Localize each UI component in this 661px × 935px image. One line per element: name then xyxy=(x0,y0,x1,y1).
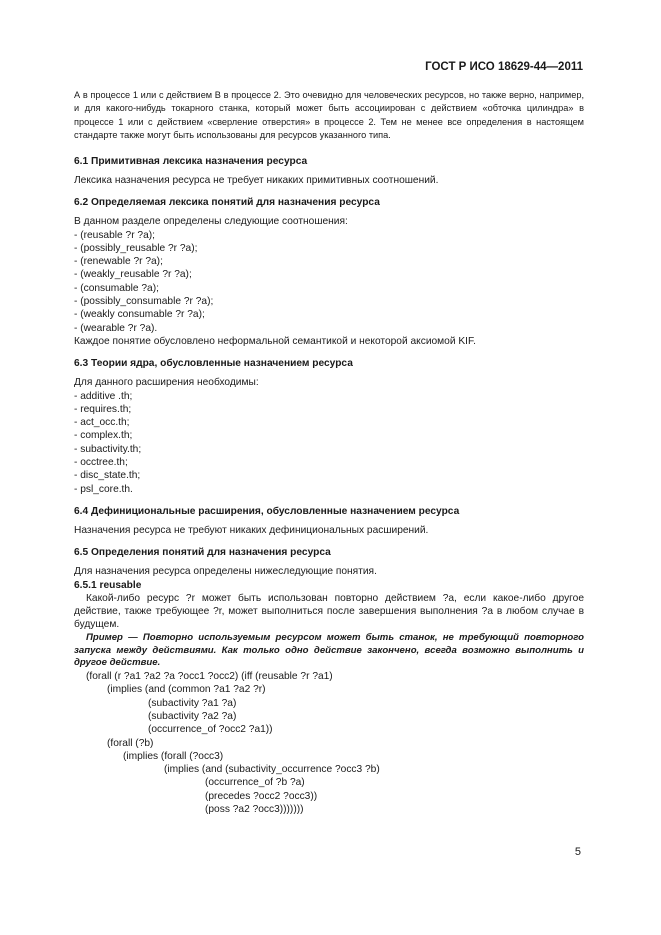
list-item: - requires.th; xyxy=(74,403,132,415)
list-item: - occtree.th; xyxy=(74,457,128,469)
definition-text: Какой-либо ресурс ?r может быть использован повторно действием ?a, если какое-либо другое действие, также требующее ?r, может выполниться после завершения выполнения ?a в любом случае в будущем. xyxy=(74,592,584,631)
section-title: 6.3 Теории ядра, обусловленные назначением ресурса xyxy=(74,358,353,370)
page-number: 5 xyxy=(574,846,581,858)
code-line: (occurrence_of ?b ?a) xyxy=(205,777,305,789)
code-line: (subactivity ?a1 ?a) xyxy=(148,697,237,709)
code-line: (forall (?b) xyxy=(107,737,154,749)
list-item: - additive .th; xyxy=(74,390,133,402)
section-text: Лексика назначения ресурса не требует никаких примитивных соотношений. xyxy=(74,175,439,186)
document-body xyxy=(74,155,584,825)
section-title: 6.4 Дефинициональные расширения, обусловленные назначением ресурса xyxy=(74,505,460,517)
list-item: - (possibly_reusable ?r ?a); xyxy=(74,242,198,254)
section-lead: В данном разделе определены следующие соотношения: xyxy=(74,216,348,228)
section-6-5 xyxy=(74,546,584,816)
code-line: (poss ?a2 ?occ3))))))) xyxy=(205,804,304,816)
example-note: Пример — Повторно используемым ресурсом может быть станок, не требующий повторного запуска между действиями. Как только одно действие закончено, всегда возможно выполнить и другое действие. xyxy=(74,631,584,669)
list-item: - (consumable ?a); xyxy=(74,282,159,294)
section-title: 6.2 Определяемая лексика понятий для назначения ресурса xyxy=(74,197,380,209)
section-6-2 xyxy=(74,196,584,348)
list-item: - subactivity.th; xyxy=(74,443,142,455)
kif-axiom xyxy=(74,670,584,816)
code-line: (forall (r ?a1 ?a2 ?a ?occ1 ?occ2) (iff (reusable ?r ?a1) xyxy=(86,671,333,683)
list-item: - act_occ.th; xyxy=(74,417,130,429)
code-line: (implies (forall (?occ3) xyxy=(123,750,224,762)
code-line: (precedes ?occ2 ?occ3)) xyxy=(205,790,318,802)
list-item: - disc_state.th; xyxy=(74,470,141,482)
list-item: - (weakly_reusable ?r ?a); xyxy=(74,269,192,281)
section-lead: Для назначения ресурса определены нижеследующие понятия. xyxy=(74,566,377,578)
subsection-title: 6.5.1 reusable xyxy=(74,579,142,591)
section-6-1 xyxy=(74,155,584,187)
document-header: ГОСТ Р ИСО 18629-44—2011 xyxy=(425,61,583,73)
list-item: - psl_core.th. xyxy=(74,483,133,495)
section-lead: Для данного расширения необходимы: xyxy=(74,377,259,389)
code-line: (implies (and (subactivity_occurrence ?occ3 ?b) xyxy=(164,764,380,776)
list-item: - (renewable ?r ?a); xyxy=(74,256,163,268)
code-line: (subactivity ?a2 ?a) xyxy=(148,711,237,722)
section-title: 6.1 Примитивная лексика назначения ресурса xyxy=(74,156,308,167)
section-6-3 xyxy=(74,357,584,496)
section-title: 6.5 Определения понятий для назначения ресурса xyxy=(74,547,331,559)
section-tail: Каждое понятие обусловлено неформальной семантикой и некоторой аксиомой KIF. xyxy=(74,335,476,347)
list-item: - (weakly consumable ?r ?a); xyxy=(74,309,205,321)
section-6-4 xyxy=(74,505,584,537)
section-text: Назначения ресурса не требуют никаких дефинициональных расширений. xyxy=(74,524,429,536)
code-line: (implies (and (common ?a1 ?a2 ?r) xyxy=(107,684,266,696)
list-item: - (wearable ?r ?a). xyxy=(74,322,158,334)
intro-text: А в процессе 1 или с действием В в процессе 2. Это очевидно для человеческих ресурсов, но также верно, например, и для какого-нибудь токарного станка, который может быть ассоциирован с действием «обточка цилиндра» в процессе 1 или с действием «сверление отверстия» в процессе 2. Тем не менее все определения в настоящем стандарте также могут быть использованы для ресурсов указанного типа. xyxy=(74,90,584,141)
list-item: - (reusable ?r ?a); xyxy=(74,229,155,241)
code-line: (occurrence_of ?occ2 ?a1)) xyxy=(148,724,273,736)
intro-paragraph xyxy=(74,89,584,143)
list-item: - complex.th; xyxy=(74,430,133,442)
list-item: - (possibly_consumable ?r ?a); xyxy=(74,296,214,308)
